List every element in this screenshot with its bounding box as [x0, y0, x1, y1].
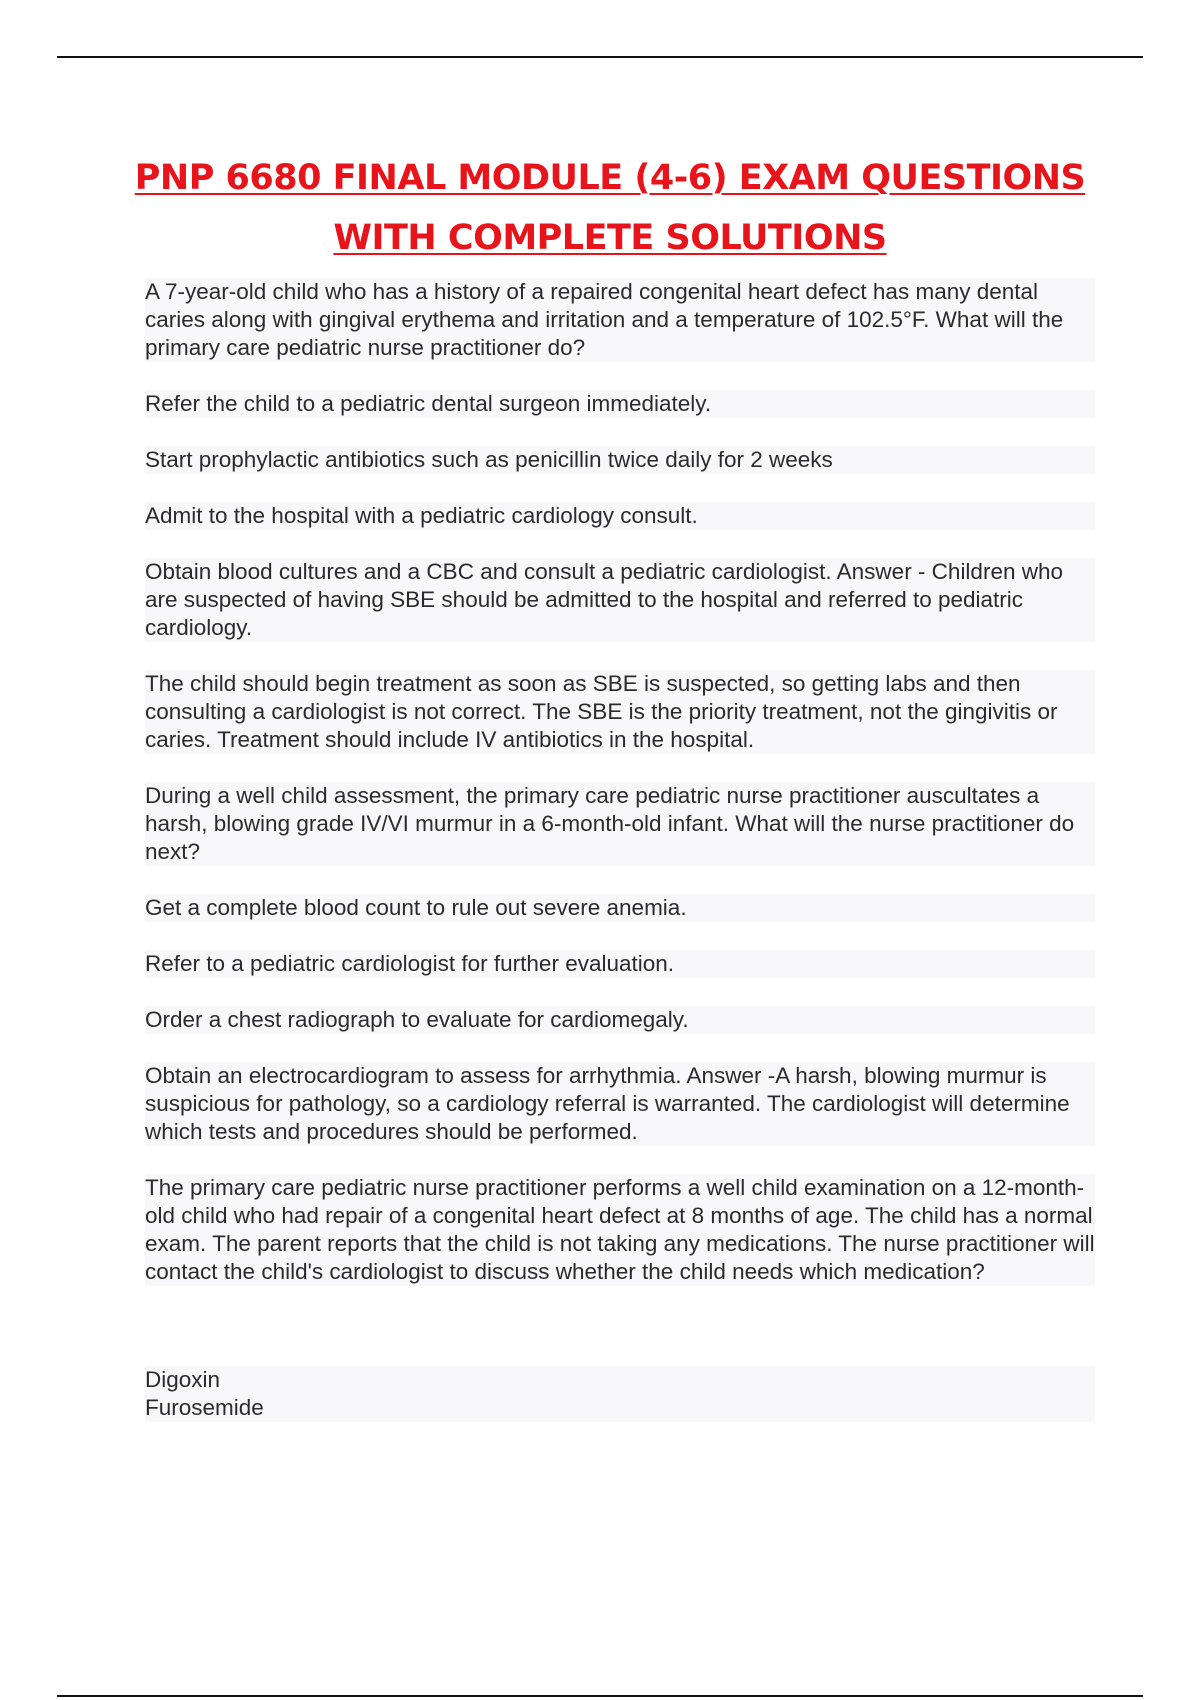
question-1-stem: A 7-year-old child who has a history of a repaired congenital heart defect has many dental caries along with gingival erythema and irritation and a temperature of 102.5°F. What will the primary care pediatric nurse practitioner do?	[145, 278, 1095, 362]
question-2-answer: Obtain an electrocardiogram to assess for arrhythmia. Answer -A harsh, blowing murmur is suspicious for pathology, so a cardiology referral is warranted. The cardiologist will determine which tests and procedures should be performed.	[145, 1062, 1095, 1146]
question-2-option: Refer to a pediatric cardiologist for further evaluation.	[145, 950, 1095, 978]
question-1-option: Admit to the hospital with a pediatric cardiology consult.	[145, 502, 1095, 530]
footer-rule	[57, 1695, 1143, 1697]
question-1-rationale: The child should begin treatment as soon as SBE is suspected, so getting labs and then consulting a cardiologist is not correct. The SBE is the priority treatment, not the gingivitis or caries. Treatment should include IV antibiotics in the hospital.	[145, 670, 1095, 754]
question-1-answer: Obtain blood cultures and a CBC and consult a pediatric cardiologist. Answer - Children who are suspected of having SBE should be admitted to the hospital and referred to pediatric cardiology.	[145, 558, 1095, 642]
title-line-2: WITH COMPLETE SOLUTIONS	[333, 218, 887, 258]
question-2-option: Get a complete blood count to rule out severe anemia.	[145, 894, 1095, 922]
document-body	[145, 278, 1095, 1422]
question-3-option: Digoxin	[145, 1366, 1095, 1394]
title-line-1: PNP 6680 FINAL MODULE (4-6) EXAM QUESTIONS	[134, 158, 1086, 198]
question-2-option: Order a chest radiograph to evaluate for cardiomegaly.	[145, 1006, 1095, 1034]
question-1-option: Refer the child to a pediatric dental surgeon immediately.	[145, 390, 1095, 418]
question-2-stem: During a well child assessment, the primary care pediatric nurse practitioner auscultates a harsh, blowing grade IV/VI murmur in a 6-month-old infant. What will the nurse practitioner do next?	[145, 782, 1095, 866]
question-3-stem: The primary care pediatric nurse practitioner performs a well child examination on a 12-month-old child who had repair of a congenital heart defect at 8 months of age. The child has a normal exam. The parent reports that the child is not taking any medications. The nurse practitioner will contact the child's cardiologist to discuss whether the child needs which medication?	[145, 1175, 1095, 1284]
header-rule	[57, 56, 1143, 58]
question-3-option: Furosemide	[145, 1394, 1095, 1422]
document-title	[60, 148, 1160, 268]
question-1-option: Start prophylactic antibiotics such as penicillin twice daily for 2 weeks	[145, 446, 1095, 474]
